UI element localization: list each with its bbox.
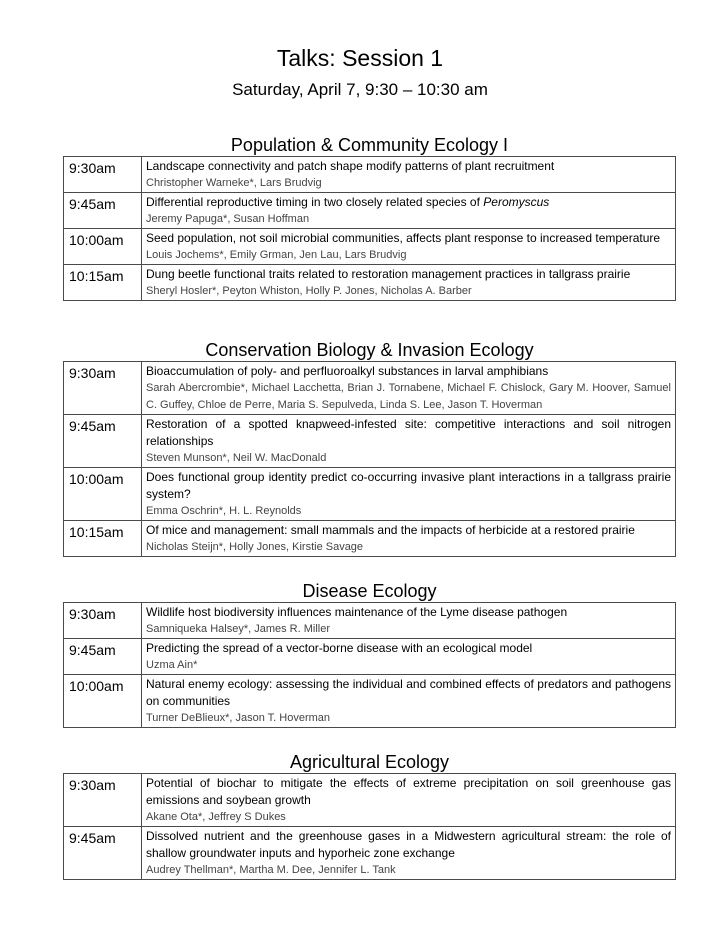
section-disease-ecology xyxy=(63,580,676,728)
talk-title: Wildlife host biodiversity influences maintenance of the Lyme disease pathogen xyxy=(146,605,568,619)
talk-authors: Turner DeBlieux*, Jason T. Hoverman xyxy=(146,712,331,724)
talk-title-text: Differential reproductive timing in two closely related species of xyxy=(146,195,484,209)
talk-row xyxy=(64,639,676,675)
section-population-community-ecology xyxy=(63,134,676,301)
talk-title-italic: Peromyscus xyxy=(483,195,550,209)
talk-cell xyxy=(142,265,676,301)
talk-title: Dissolved nutrient and the greenhouse gases in a Midwestern agricultural stream: the role of shallow groundwater inputs and hyporheic zone exchange xyxy=(146,829,671,860)
talk-row xyxy=(64,827,676,880)
talk-cell xyxy=(142,229,676,265)
talk-time: 9:45am xyxy=(64,639,142,675)
section-title: Population & Community Ecology I xyxy=(230,135,509,155)
talk-authors: Nicholas Steijn*, Holly Jones, Kirstie Savage xyxy=(146,541,364,553)
talk-cell xyxy=(142,521,676,557)
talk-title: Bioaccumulation of poly- and perfluoroalkyl substances in larval amphibians xyxy=(146,364,549,378)
talk-authors: Louis Jochems*, Emily Grman, Jen Lau, Lars Brudvig xyxy=(146,249,407,261)
talk-time: 10:15am xyxy=(64,265,142,301)
talk-title xyxy=(146,194,671,211)
talk-cell xyxy=(142,603,676,639)
section-conservation-invasion-ecology xyxy=(63,339,676,557)
talk-row xyxy=(64,193,676,229)
talk-row xyxy=(64,468,676,521)
talk-time: 9:30am xyxy=(64,603,142,639)
talk-row xyxy=(64,362,676,415)
talk-time: 9:45am xyxy=(64,827,142,880)
talk-time: 9:30am xyxy=(64,362,142,415)
page-title: Talks: Session 1 xyxy=(276,45,444,71)
talk-cell xyxy=(142,827,676,880)
talk-title: Restoration of a spotted knapweed-infested site: competitive interactions and soil nitrogen relationships xyxy=(146,417,671,448)
talk-row xyxy=(64,675,676,728)
talk-authors: Steven Munson*, Neil W. MacDonald xyxy=(146,452,327,464)
talk-authors: Christopher Warneke*, Lars Brudvig xyxy=(146,177,322,189)
section-title: Agricultural Ecology xyxy=(289,752,450,772)
talk-title: Dung beetle functional traits related to restoration management practices in tallgrass prairie xyxy=(146,267,631,281)
talk-time: 10:00am xyxy=(64,468,142,521)
talk-row xyxy=(64,229,676,265)
talk-title: Landscape connectivity and patch shape modify patterns of plant recruitment xyxy=(146,159,555,173)
talk-row xyxy=(64,415,676,468)
talk-authors: Sarah Abercrombie*, Michael Lacchetta, Brian J. Tornabene, Michael F. Chislock, Gary M. Hoover, Samuel C. Guffey, Chloe de Perre, Maria S. Sepulveda, Linda S. Lee, Jason T. Hoverman xyxy=(146,382,671,411)
talk-authors: Samniqueka Halsey*, James R. Miller xyxy=(146,623,331,635)
talk-title: Potential of biochar to mitigate the effects of extreme precipitation on soil greenhouse gas emissions and soybean growth xyxy=(146,776,671,807)
talks-table xyxy=(63,156,676,301)
talk-time: 10:15am xyxy=(64,521,142,557)
talk-authors: Uzma Ain* xyxy=(146,659,198,671)
talk-title: Of mice and management: small mammals and the impacts of herbicide at a restored prairie xyxy=(146,523,635,537)
talk-row xyxy=(64,603,676,639)
section-title: Disease Ecology xyxy=(302,581,437,601)
talk-cell xyxy=(142,193,676,229)
talk-time: 9:30am xyxy=(64,774,142,827)
talk-authors: Akane Ota*, Jeffrey S Dukes xyxy=(146,811,286,823)
talks-table xyxy=(63,773,676,880)
page-subtitle: Saturday, April 7, 9:30 – 10:30 am xyxy=(232,80,488,99)
talk-cell xyxy=(142,675,676,728)
talks-table xyxy=(63,361,676,557)
talk-cell xyxy=(142,639,676,675)
talk-cell xyxy=(142,157,676,193)
talk-authors: Jeremy Papuga*, Susan Hoffman xyxy=(146,213,310,225)
talk-row xyxy=(64,157,676,193)
talk-cell xyxy=(142,774,676,827)
talk-cell xyxy=(142,362,676,415)
talk-time: 9:45am xyxy=(64,415,142,468)
talk-authors: Sheryl Hosler*, Peyton Whiston, Holly P. Jones, Nicholas A. Barber xyxy=(146,285,472,297)
talk-title: Natural enemy ecology: assessing the individual and combined effects of predators and pathogens on communities xyxy=(146,677,671,708)
talk-title: Predicting the spread of a vector-borne disease with an ecological model xyxy=(146,641,533,655)
section-title: Conservation Biology & Invasion Ecology xyxy=(205,340,534,360)
talk-time: 10:00am xyxy=(64,229,142,265)
talk-authors: Emma Oschrin*, H. L. Reynolds xyxy=(146,505,302,517)
talk-cell xyxy=(142,468,676,521)
talk-row xyxy=(64,265,676,301)
talk-authors: Audrey Thellman*, Martha M. Dee, Jennifer L. Tank xyxy=(146,864,396,876)
talk-row xyxy=(64,774,676,827)
talk-time: 10:00am xyxy=(64,675,142,728)
talk-row xyxy=(64,521,676,557)
talk-time: 9:45am xyxy=(64,193,142,229)
talk-title: Seed population, not soil microbial communities, affects plant response to increased temperature xyxy=(146,231,661,245)
talk-title: Does functional group identity predict co-occurring invasive plant interactions in a tallgrass prairie system? xyxy=(146,470,671,501)
talk-time: 9:30am xyxy=(64,157,142,193)
talk-cell xyxy=(142,415,676,468)
talks-table xyxy=(63,602,676,728)
section-agricultural-ecology xyxy=(63,751,676,880)
